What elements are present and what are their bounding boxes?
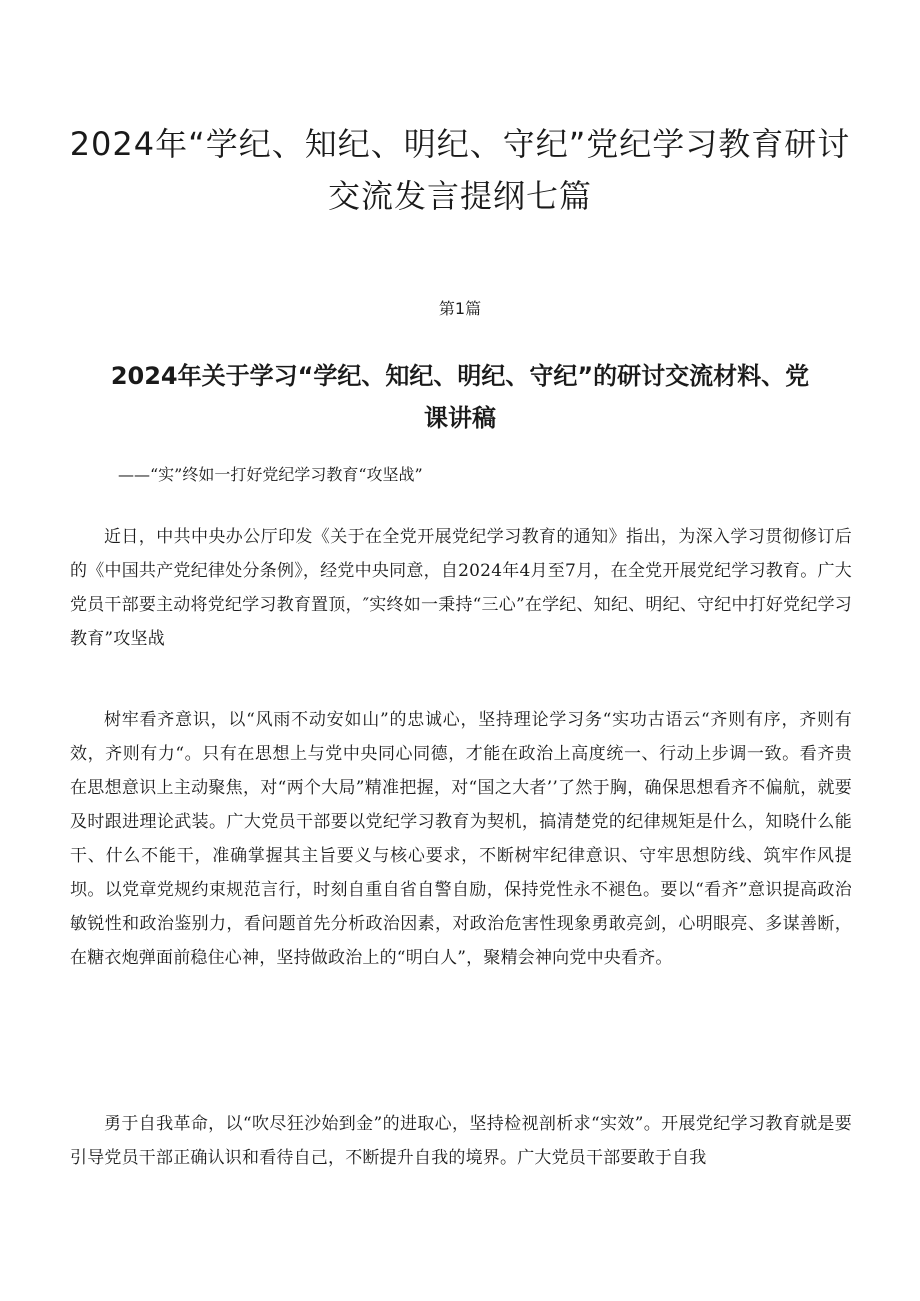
article-tagline: ——“实”终如一打好党纪学习教育“攻坚战” (118, 465, 423, 484)
article-title: 2024年关于学习“学纪、知纪、明纪、守纪”的研讨交流材料、党课讲稿 (110, 362, 810, 432)
body-paragraph-1: 近日，中共中央办公厅印发《关于在全党开展党纪学习教育的通知》指出，为深入学习贯彻修订后的《中国共产党纪律处分条例》，经党中央同意，自2024年4月至7月，在全党开展党纪学习教育。广大党员干部要主动将党纪学习教育置顶，″实终如一秉持“三心”在学纪、知纪、明纪、守纪中打好党纪学习教育”攻坚战 (70, 527, 852, 649)
body-paragraph-3: 勇于自我革命，以“吹尽狂沙始到金”的进取心，坚持检视剖析求“实效”。开展党纪学习教育就是要引导党员干部正确认识和看待自己，不断提升自我的境界。广大党员干部要敢于自我 (70, 1114, 852, 1168)
document-title: 2024年“学纪、知纪、明纪、守纪”党纪学习教育研讨交流发言提纲七篇 (69, 125, 851, 215)
body-paragraph-2: 树牢看齐意识，以“风雨不动安如山”的忠诚心，坚持理论学习务“实功古语云“齐则有序，齐则有效，齐则有力“。只有在思想上与党中央同心同德，才能在政治上高度统一、行动上步调一致。看齐贵在思想意识上主动聚焦，对“两个大局”精准把握，对“国之大者’’了然于胸，确保思想看齐不偏航，就要及时跟进理论武装。广大党员干部要以党纪学习教育为契机，搞清楚党的纪律规矩是什么，知晓什么能干、什么不能干，准确掌握其主旨要义与核心要求，不断树牢纪律意识、守牢思想防线、筑牢作风提坝。以党章党规约束规范言行，时刻自重自省自警自励，保持党性永不褪色。要以“看齐”意识提高政治敏锐性和政治鉴别力，看问题首先分析政治因素，对政治危害性现象勇敢亮剑，心明眼亮、多谋善断，在糖衣炮弹面前稳住心神，坚持做政治上的“明白人”，聚精会神向党中央看齐。 (70, 710, 852, 968)
section-label: 第1篇 (438, 299, 482, 318)
